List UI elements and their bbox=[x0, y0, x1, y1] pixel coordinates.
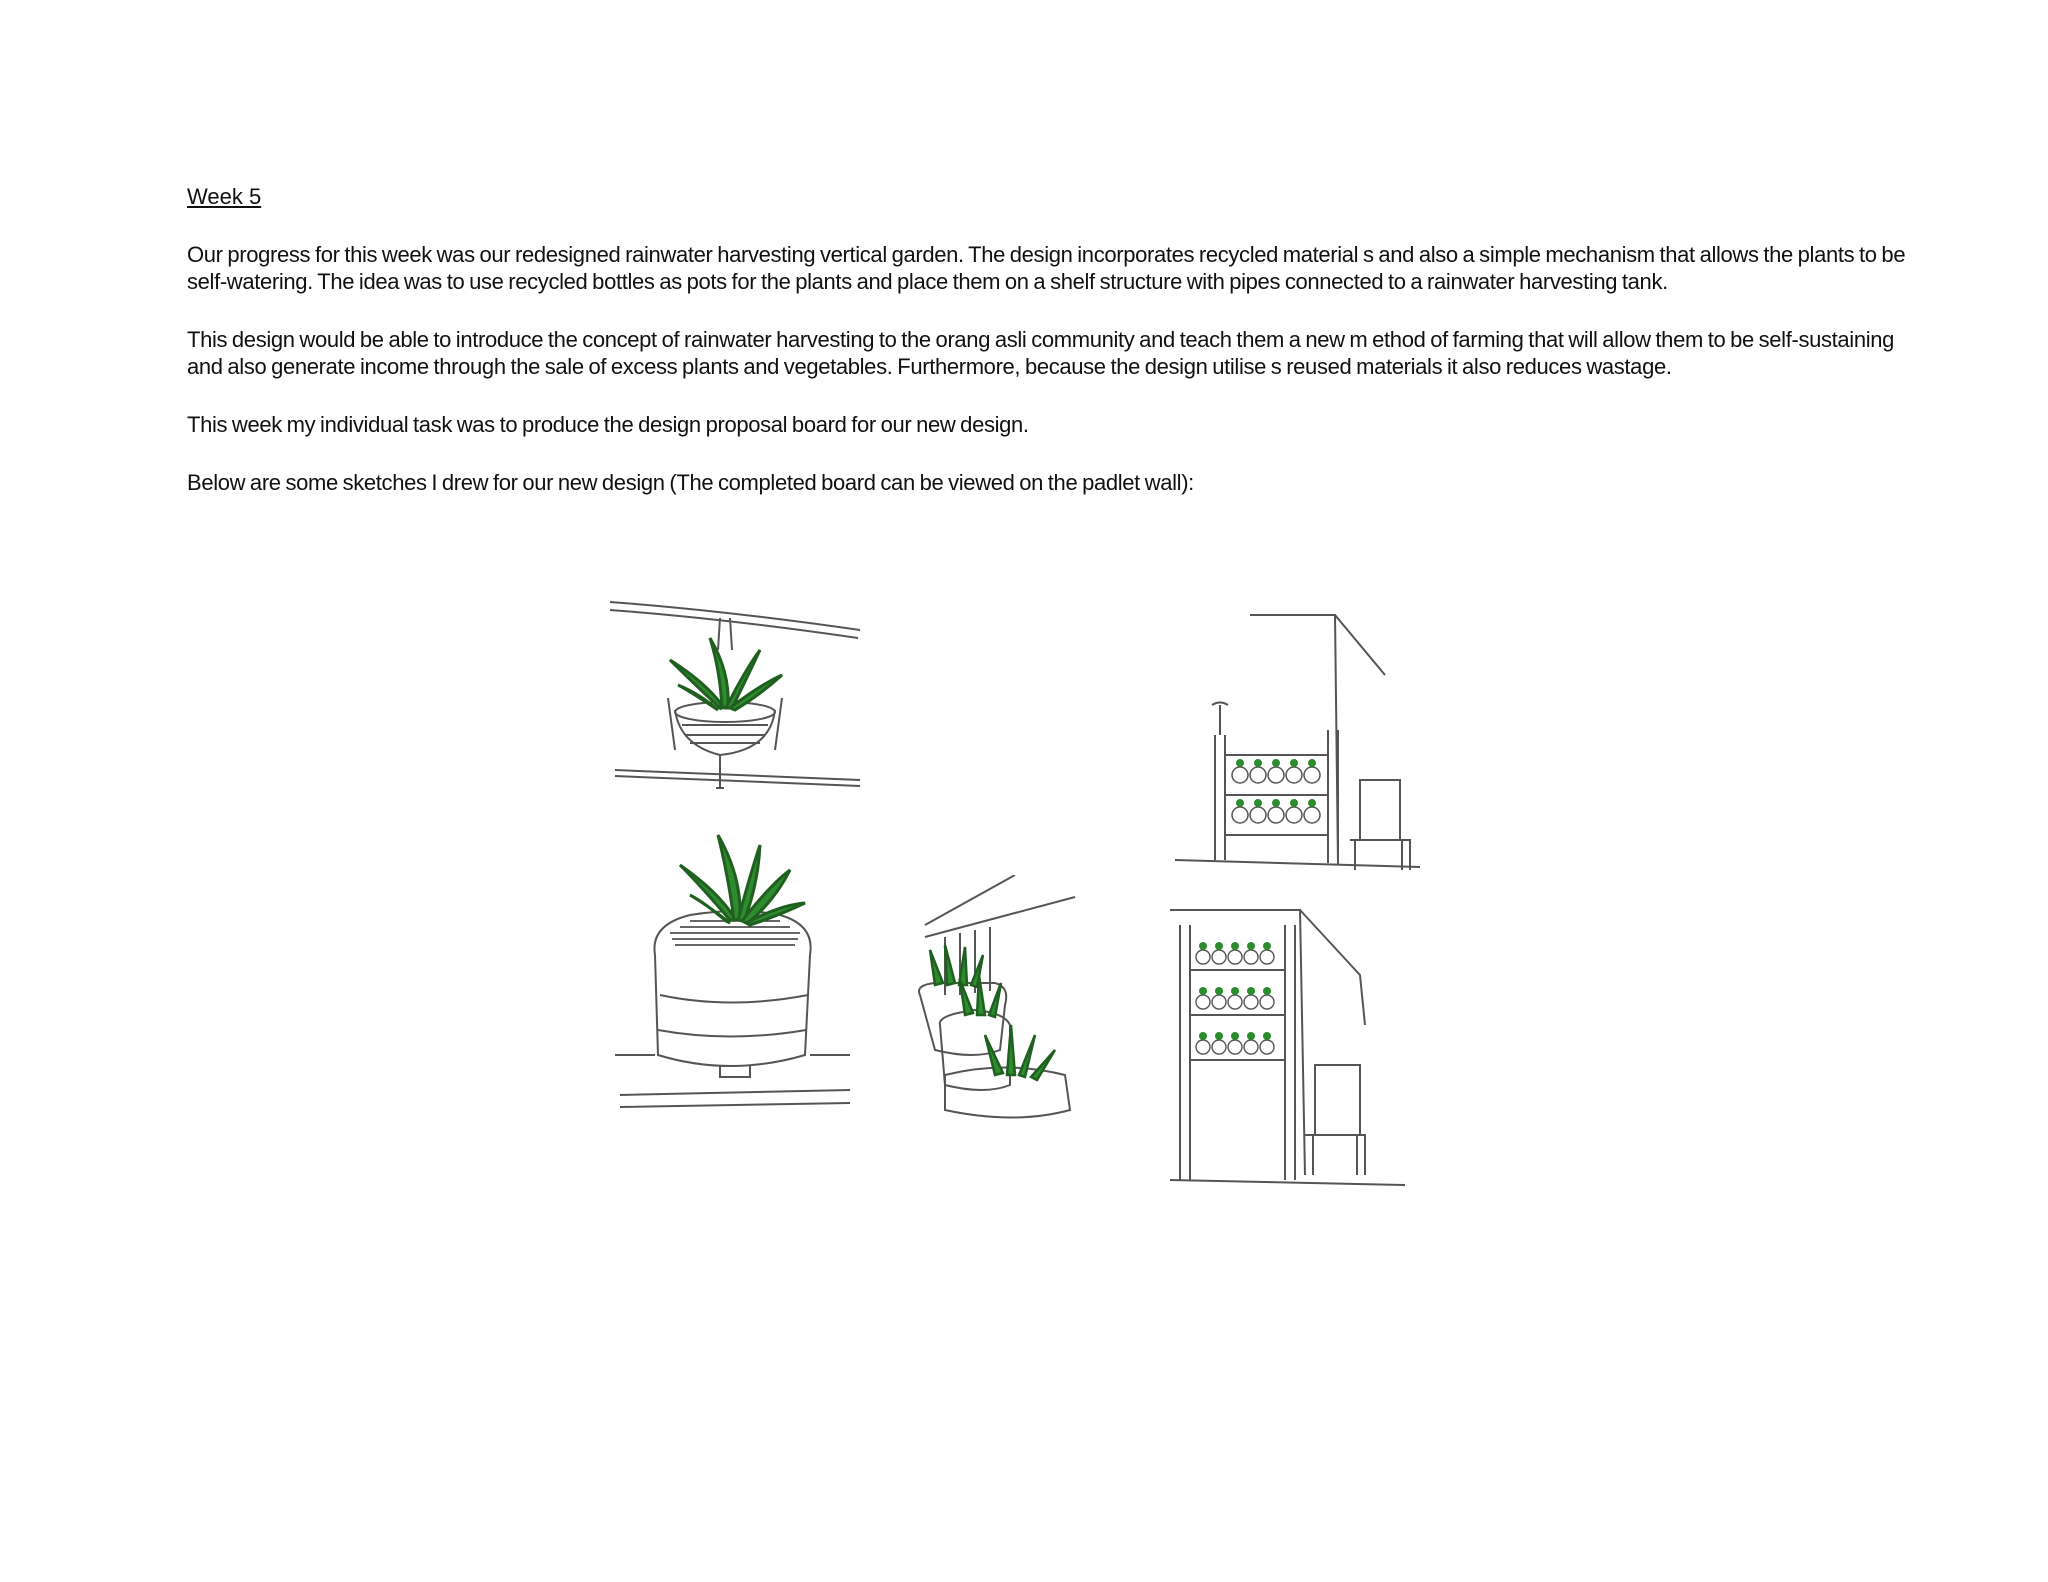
shelf-garden-perspective-sketch bbox=[1165, 895, 1425, 1195]
paragraph-individual-task: This week my individual task was to produce the design proposal board for our new design. bbox=[187, 412, 1029, 437]
paragraph-sketches-intro: Below are some sketches I drew for our new design (The completed board can be viewed on the padlet wall): bbox=[187, 470, 1194, 495]
week-heading: Week 5 bbox=[187, 184, 262, 209]
sketches-area bbox=[570, 590, 1450, 1250]
text-block bbox=[187, 184, 1907, 527]
hanging-bottle-planter-sketch bbox=[570, 590, 870, 830]
bottle-pot-planter-sketch bbox=[610, 815, 870, 1115]
paragraph-benefits: This design would be able to introduce the concept of rainwater harvesting to the orang asli community and teach them a new m ethod of farming that will allow them to be self-sustaining and also generate income through the sale of excess plants and vegetables. Furthermore, because the design utilise s reused materials it also reduces wastage. bbox=[187, 327, 1895, 379]
paragraph-progress: Our progress for this week was our redesigned rainwater harvesting vertical garden. The design incorporates recycled material s and also a simple mechanism that allows the plants to be self-watering. The idea was to use recycled bottles as pots for the plants and place them on a shelf structure with pipes connected to a rainwater harvesting tank. bbox=[187, 242, 1906, 294]
shelf-garden-with-tank-sketch bbox=[1170, 605, 1430, 875]
stacked-planters-sketch bbox=[915, 875, 1085, 1135]
